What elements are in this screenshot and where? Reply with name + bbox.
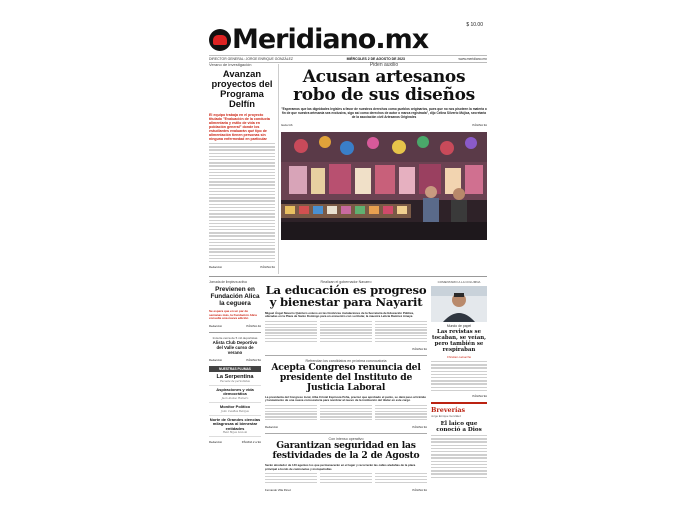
education-story-headline[interactable]: La educación es progreso y bienestar para Nayarit xyxy=(265,283,427,310)
price-label: $ 10.00 xyxy=(466,22,483,28)
fundacion-story-kicker: Jornada de limpieza activa xyxy=(209,280,247,284)
column-item-title[interactable]: Norte de Grandes ciencias milagrosas al bienestar entidades xyxy=(209,416,261,431)
left-story-author: Redacción xyxy=(209,265,223,270)
left-story-page-ref[interactable]: PÁGINA 6A xyxy=(260,265,275,270)
opinion-page-ref[interactable]: PÁGINA 9A xyxy=(472,394,487,399)
seguridad-story-byline xyxy=(265,488,427,492)
opinion-author: Christian Lamarche xyxy=(446,355,472,359)
column-item-author: Escuela de periodistas xyxy=(220,379,250,383)
top-story-byline xyxy=(281,123,487,127)
fundacion-story-page-ref[interactable]: PÁGINA 4A xyxy=(246,323,261,328)
opinion-section: Mundo de papel xyxy=(446,324,472,328)
breverias-title: Breverías xyxy=(431,406,466,415)
congreso-story-kicker: Refrendan los candidatos en próxima convocatoria xyxy=(305,358,387,363)
education-story-page-ref[interactable]: PÁGINA 3A xyxy=(412,346,427,351)
column-item[interactable] xyxy=(209,403,261,416)
top-story-headline[interactable]: Acusan artesanos robo de sus diseños xyxy=(293,67,475,105)
column-item-title[interactable]: La Serpentina xyxy=(216,373,254,380)
website-link[interactable]: www.meridiano.mx xyxy=(458,57,487,61)
opinion-tag: COMENTARIO A LA COLUMNA xyxy=(437,280,481,284)
left-lower-column xyxy=(209,280,261,444)
fundacion-story-headline[interactable]: Previenen en Fundación Alica la ceguera xyxy=(210,286,260,307)
columns-page-ref[interactable]: PÁGINA 2 a 9A xyxy=(241,440,261,445)
middle-column xyxy=(265,280,427,492)
columns-byline xyxy=(209,440,261,444)
column-item-title[interactable]: Aspiraciones y vida democrática xyxy=(216,386,254,397)
left-story-kicker: Verano de investigación xyxy=(209,62,252,67)
logo-mark-icon xyxy=(209,29,231,51)
congreso-story-author: Redacción xyxy=(265,425,279,430)
columnist-portrait-icon xyxy=(431,286,487,322)
congreso-story-byline xyxy=(265,425,427,429)
column-item[interactable] xyxy=(209,372,261,386)
seguridad-story-author: Fernando Villa Pérez xyxy=(265,487,292,492)
opinion-headline[interactable]: Las revistas se tocaban, se veían, pero también se respiraban xyxy=(431,329,487,353)
story-separator xyxy=(265,355,427,356)
top-story-deck: "Esperamos que las dignidades legisles a favor de nuestros derechos como pueblos originarios, pues que no nos pisoteen la materia o fin de que nuestra artesanía sea exclusiva, sigo así como derechos de autor o marca registrada", dijo Celina Silverio Mújica, secretaria de la asociación civil Artesanos Originales xyxy=(281,107,487,119)
top-story-author: Gaza GS xyxy=(281,122,293,127)
column-item-author: Julio Casillas Barajas xyxy=(221,409,249,413)
column-item[interactable] xyxy=(209,386,261,403)
top-story[interactable] xyxy=(281,62,487,240)
club-story-byline xyxy=(209,358,261,362)
congreso-story-page-ref[interactable]: PÁGINA 3A xyxy=(412,425,427,430)
club-story-author: Redacción xyxy=(209,357,223,362)
fundacion-story-author: Redacción xyxy=(209,323,223,328)
seguridad-story-deck: Serán alrededor de 140 agentes los que permanecerán en el lugar y recorrerán las calles aledañas de la plaza principal a bordo de camionetas y motopatrullas xyxy=(265,463,416,471)
column-divider xyxy=(278,64,279,274)
education-story-kicker: Realizan el gobernador Navarro xyxy=(320,280,372,284)
newspaper-logo: Meridiano.mx xyxy=(232,24,429,55)
story-separator xyxy=(265,433,427,434)
club-deportivo-story[interactable] xyxy=(209,332,261,362)
column-item[interactable] xyxy=(209,416,261,438)
seguridad-story-page-ref[interactable]: PÁGINA 3A xyxy=(412,487,427,492)
breverias-author: Jorge Enrique González xyxy=(431,414,462,419)
section-divider xyxy=(209,276,487,277)
breverias-body xyxy=(431,435,487,478)
fundacion-story-deck: Se espera que en un par de semanas más, la Fundación Alica consulte una nueva edición xyxy=(209,309,257,321)
right-column xyxy=(431,280,487,480)
breverias-box[interactable] xyxy=(431,402,487,478)
club-story-kicker: Invierte cerca de 5 mil deportistas xyxy=(212,335,258,340)
columns-section-bar: NUESTRAS PLUMAS xyxy=(209,366,261,372)
congreso-story-deck: La presidenta del Congreso local, Alba Cristal Espinoza Peña, precisó que aprobado el punto, se dará paso al trámite y lanzamiento de una nueva convocatoria para nombrar al nuevo de la institución del titular en este cargo xyxy=(265,394,427,403)
columnist-avatar xyxy=(431,286,487,322)
director-credit: DIRECTOR GENERAL: JORGE ENRIQUE GONZÁLEZ xyxy=(209,57,293,61)
artisans-market-photo xyxy=(281,132,487,240)
club-story-headline[interactable]: Alista Club Deportivo del Valle curso de verano xyxy=(212,339,258,355)
left-story-body xyxy=(209,143,275,262)
top-story-kicker: Piden auxilio xyxy=(369,62,399,68)
left-story-byline xyxy=(209,265,275,269)
left-story[interactable] xyxy=(209,62,275,269)
seguridad-story-body xyxy=(265,473,427,485)
education-story-deck: Miguel Ángel Navarro Quintero estuvo en las históricas instalaciones de la Secretaría de Educación Pública, ubicadas en la Plaza de Santo Domingo para un encuentro con su titular, la maestra Leticia Ramírez Amaya xyxy=(265,310,414,319)
congreso-story-headline[interactable]: Acepta Congreso renuncia del presidente del Instituto de Justicia Laboral xyxy=(271,361,421,393)
seguridad-story-headline[interactable]: Garantizan seguridad en las festividades de la 2 de Agosto xyxy=(272,440,420,462)
market-photo-illustration xyxy=(281,132,487,240)
columns-author: Redacción xyxy=(209,440,223,445)
issue-date: MIÉRCOLES 2 DE AGOSTO DE 2023 xyxy=(346,57,405,61)
breverias-headline[interactable]: El laico que conoció a Dios xyxy=(436,421,482,434)
newspaper-front-page xyxy=(207,18,489,518)
seguridad-story-kicker: Con intenso operativo xyxy=(328,437,364,442)
column-item-author: Raúl Rojas Lizaola xyxy=(222,431,248,435)
fundacion-story-byline xyxy=(209,324,261,328)
congreso-story-body xyxy=(265,405,427,422)
education-story-body xyxy=(265,321,427,344)
opinion-footer xyxy=(431,394,487,398)
column-item-author: Juan Alonso Romero xyxy=(221,396,249,400)
top-story-page-ref[interactable]: PÁGINA 3A xyxy=(472,122,487,127)
left-story-deck: El equipo trabaja en el proyecto titulado "Evaluación de la conducta alimentaria y estilo de vida en población general" donde los estudiantes evaluarán qué tipo de alimentación tienen personas sin ninguna enfermedad en particular xyxy=(209,113,270,141)
left-story-headline[interactable]: Avanzan proyectos del Programa Delfín xyxy=(211,68,273,109)
column-item-title[interactable]: Monitor Político xyxy=(219,403,251,409)
education-story-footer xyxy=(265,347,427,351)
club-story-page-ref[interactable]: PÁGINA 5A xyxy=(246,357,261,362)
opinion-body xyxy=(431,361,487,391)
